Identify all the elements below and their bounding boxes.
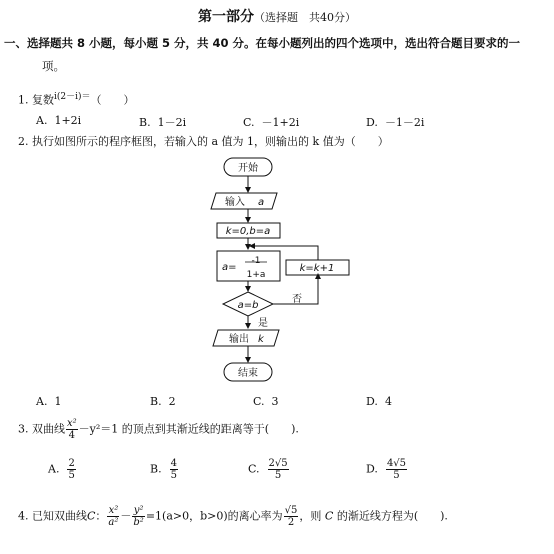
q3-option-a[interactable]: A. $\frac{2}{5}$ — [48, 458, 75, 481]
flowchart-assign-denominator: 1+a — [246, 270, 266, 280]
q1-option-a[interactable]: A. 1+2i — [36, 114, 82, 127]
flowchart-init-label: k=0,b=a — [225, 226, 271, 237]
q2-option-a[interactable]: A. 1 — [36, 395, 62, 408]
flowchart-input-var: a — [258, 197, 265, 208]
flowchart-assign-lhs: a= — [222, 262, 237, 273]
q2-option-d[interactable]: D. 4 — [366, 395, 392, 408]
section-title — [0, 6, 554, 26]
flowchart-input-label: 输入 — [225, 197, 245, 208]
q3-option-c[interactable]: C. $\frac{2√5}{5}$ — [248, 458, 288, 481]
q1-expression: i(2－i)＝ — [54, 92, 91, 102]
program-flowchart — [200, 150, 350, 395]
flowchart-output-var: k — [258, 334, 264, 345]
q1-option-d[interactable]: D. －1－2i — [366, 116, 425, 129]
flowchart-decision-label: a=b — [237, 300, 259, 311]
flowchart-assign-numerator: -1 — [251, 256, 261, 266]
flowchart-output-label: 输出 — [229, 334, 249, 345]
flowchart-end-label: 结束 — [238, 368, 258, 379]
question-4-stem: 4. 已知双曲线C： $\frac{\text{x²}}{\text{a²}}$ － $\frac{\text{y²}}{\text{b²}}$ =1(a>0，b>0)的离心率为 $\frac{√5}{2}$ ，则 C 的渐近线方程为( ). — [18, 505, 448, 528]
q2-option-c[interactable]: C. 3 — [253, 395, 279, 408]
question-2-stem: 2. 执行如图所示的程序框图，若输入的 a 值为 1，则输出的 k 值为（ ） — [18, 135, 389, 148]
section-title-main: 第一部分 — [198, 9, 254, 25]
q3-option-b[interactable]: B. $\frac{4}{5}$ — [150, 458, 177, 481]
q3-option-d[interactable]: D. $\frac{4√5}{5}$ — [366, 458, 407, 481]
q1-prefix: 1. 复数 — [18, 93, 54, 107]
flowchart-increment-label: k=k+1 — [299, 263, 335, 274]
q2-option-b[interactable]: B. 2 — [150, 395, 176, 408]
q3-fraction: $\frac{\text{x²}}{4}$ — [67, 418, 77, 441]
question-3-stem: 3. 双曲线 $\frac{\text{x²}}{4}$ －y²＝1 的顶点到其渐近线的距离等于( ). — [18, 418, 299, 441]
flowchart-start-label: 开始 — [238, 163, 258, 174]
section-title-sub: （选择题 共40分） — [254, 11, 356, 24]
q1-option-c[interactable]: C. －1+2i — [243, 116, 300, 129]
q1-blank: （ ） — [90, 93, 135, 107]
question-1-stem — [18, 89, 135, 108]
flowchart-yes-label: 是 — [258, 318, 268, 329]
flowchart-no-label: 否 — [292, 294, 302, 305]
q1-option-b[interactable]: B. 1－2i — [139, 116, 187, 129]
section-instructions-line1: 一、选择题共 8 小题，每小题 5 分，共 40 分。在每小题列出的四个选项中，选出符合题目要求的一 — [4, 36, 521, 50]
section-instructions-line2: 项。 — [42, 59, 65, 73]
